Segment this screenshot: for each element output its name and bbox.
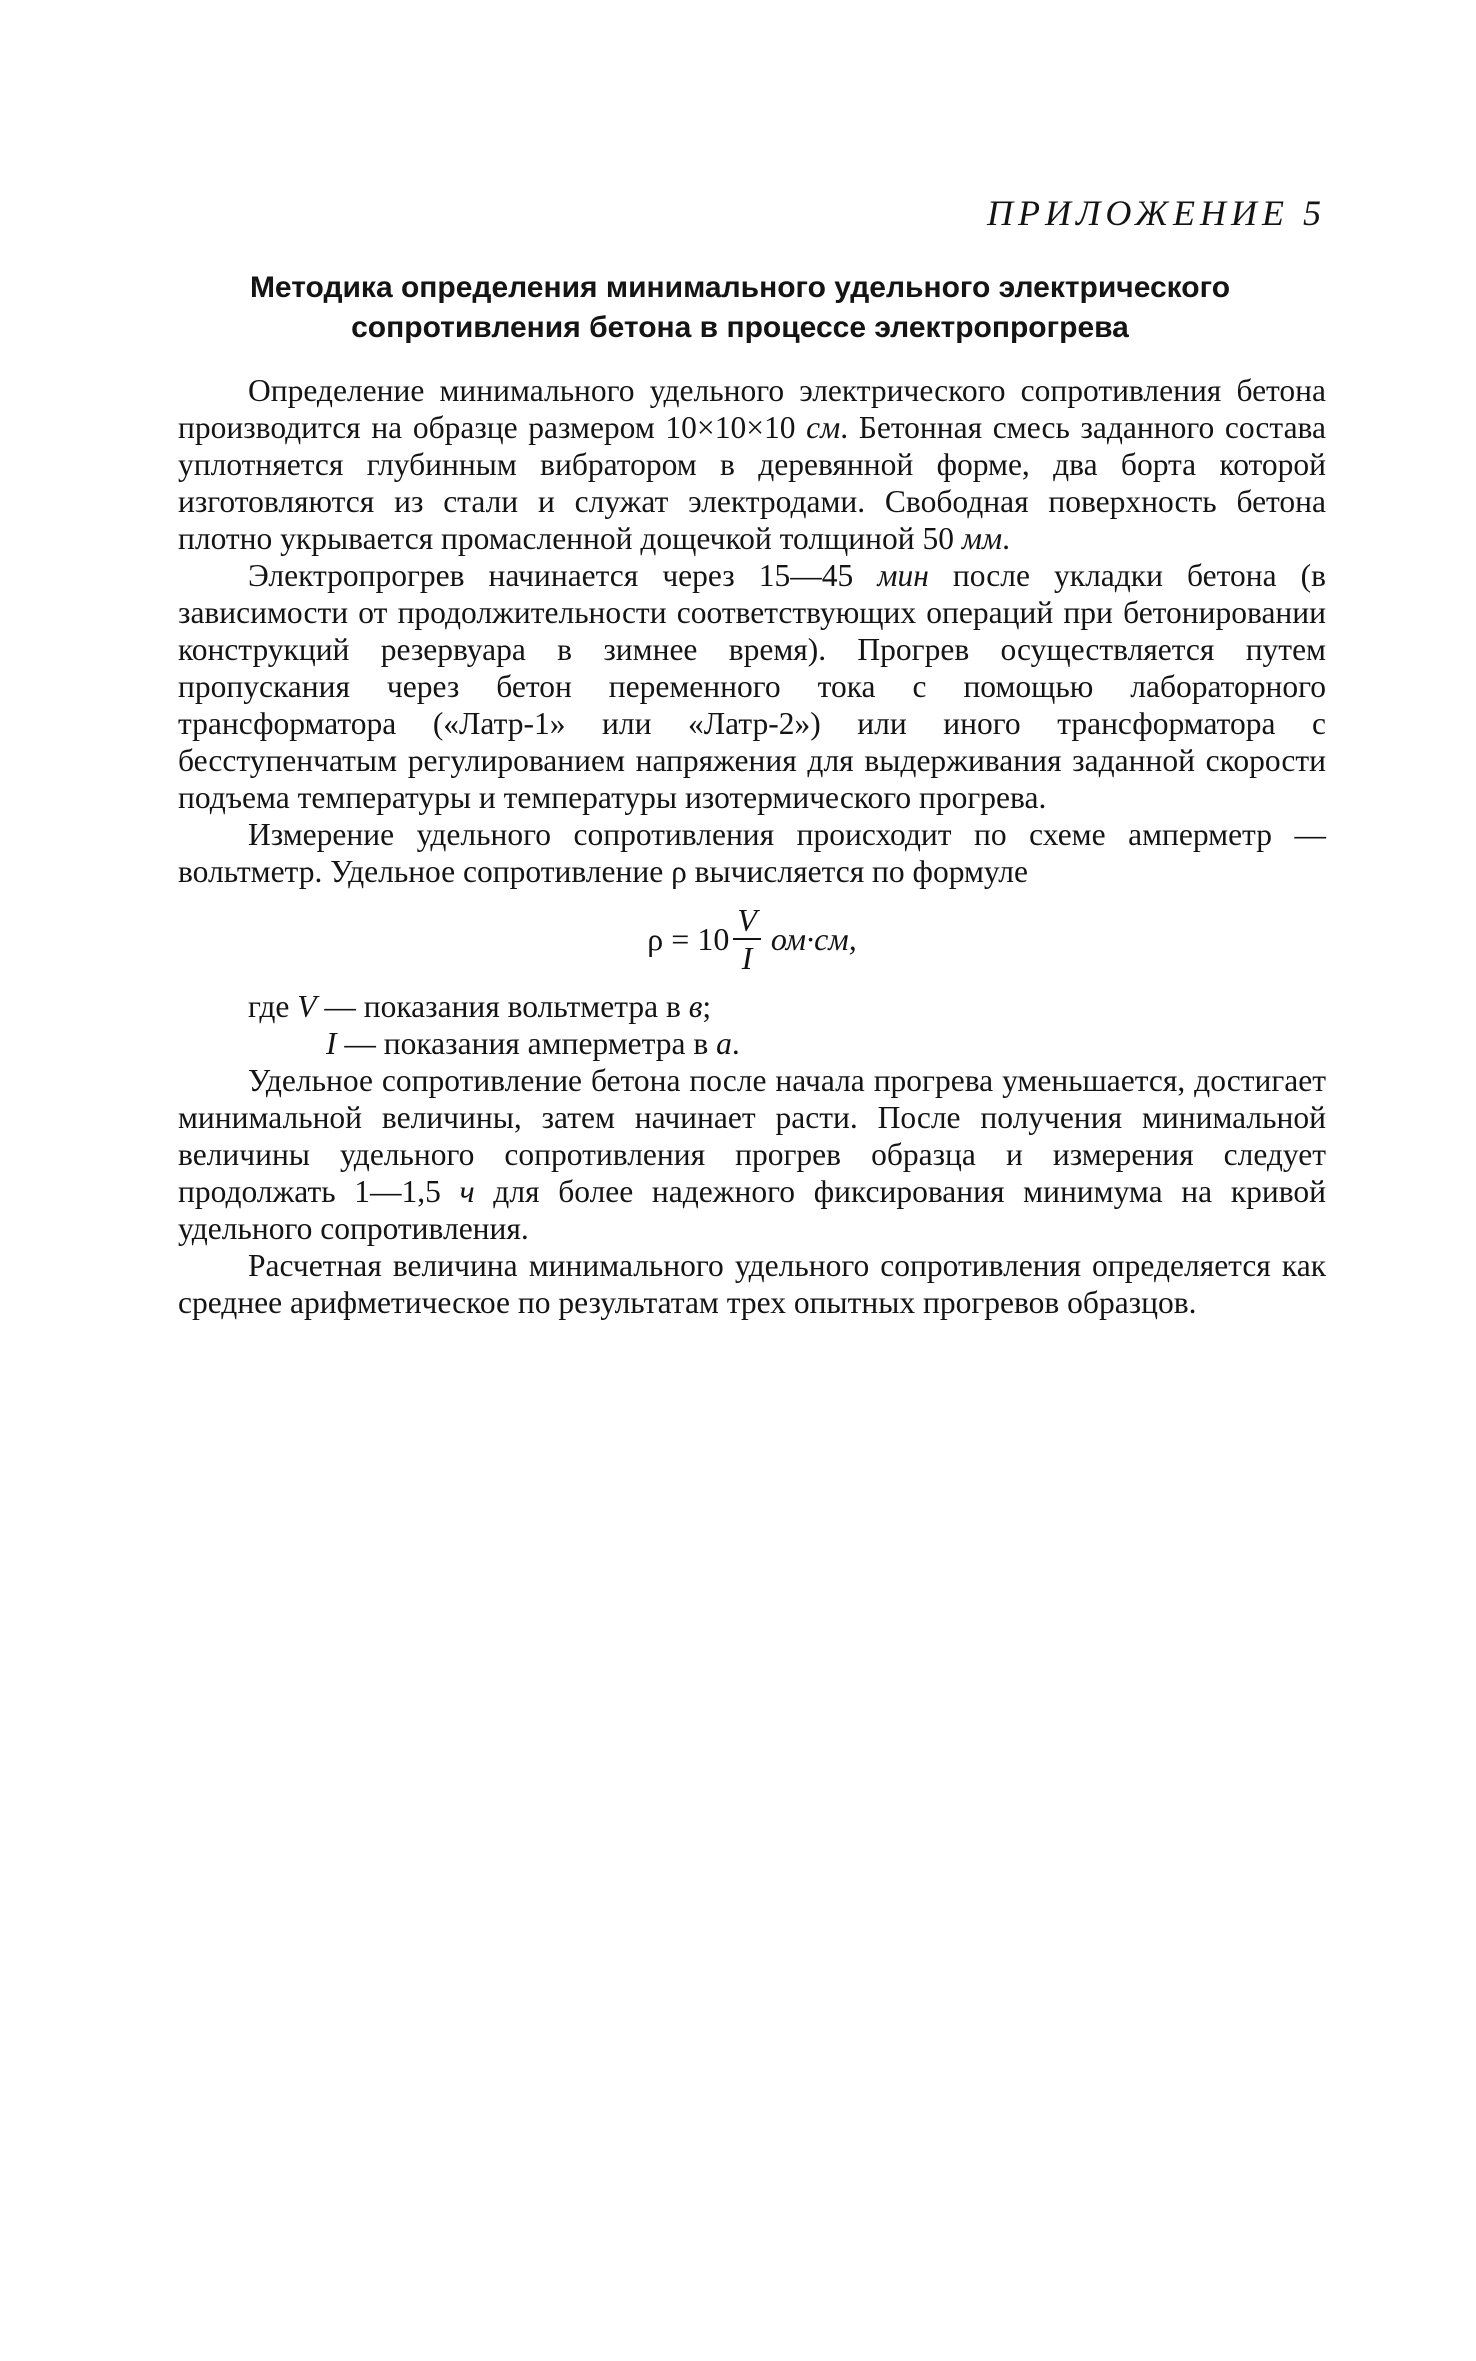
formula-numerator: V	[733, 902, 761, 940]
formula-fraction	[733, 902, 761, 976]
body-text	[178, 372, 1326, 1321]
paragraph-3: Измерение удельного сопротивления происходит по схеме амперметр — вольтметр. Удельное сопротивление ρ вычисляется по формуле	[178, 817, 1326, 889]
resistivity-formula	[647, 902, 856, 976]
paragraph-2: Электропрогрев начинается через 15—45 мин после укладки бетона (в зависимости от продолжительности соответствующих операций при бетонировании конструкций резервуара в зимнее время). Прогрев осуществляется путем пропускания через бетон переменного тока с помощью лабораторного трансформатора («Латр-1» или «Латр-2») или иного трансформатора с бесступенчатым регулированием напряжения для выдерживания заданной скорости подъема температуры и температуры изотермического прогрева.	[178, 558, 1326, 815]
title-line-2: сопротивления бетона в процессе электропрогрева	[351, 311, 1129, 344]
formula-unit: ом·см,	[770, 920, 857, 957]
appendix-label: ПРИЛОЖЕНИЕ 5	[987, 193, 1326, 233]
section-title	[160, 268, 1320, 348]
title-line-1: Методика определения минимального удельного электрического	[249, 271, 1231, 304]
where-line-v: где V — показания вольтметра в в;	[248, 989, 712, 1024]
paragraph-5: Расчетная величина минимального удельного сопротивления определяется как среднее арифметическое по результатам трех опытных прогревов образцов.	[178, 1248, 1326, 1320]
where-line-i: I — показания амперметра в а.	[326, 1026, 740, 1061]
formula-block	[178, 902, 1326, 984]
paragraph-4: Удельное сопротивление бетона после начала прогрева уменьшается, достигает минимальной величины, затем начинает расти. После получения минимальной величины удельного сопротивления прогрев образца и измерения следует продолжать 1—1,5 ч для более надежного фиксирования минимума на кривой удельного сопротивления.	[178, 1063, 1327, 1246]
formula-lhs: ρ = 10	[647, 920, 730, 957]
paragraph-1: Определение минимального удельного электрического сопротивления бетона производится на образце размером 10×10×10 см. Бетонная смесь заданного состава уплотняется глубинным вибратором в деревянной форме, два борта которой изготовляются из стали и служат электродами. Свободная поверхность бетона плотно укрывается промасленной дощечкой толщиной 50 мм.	[178, 373, 1326, 556]
formula-denominator: I	[741, 940, 753, 976]
